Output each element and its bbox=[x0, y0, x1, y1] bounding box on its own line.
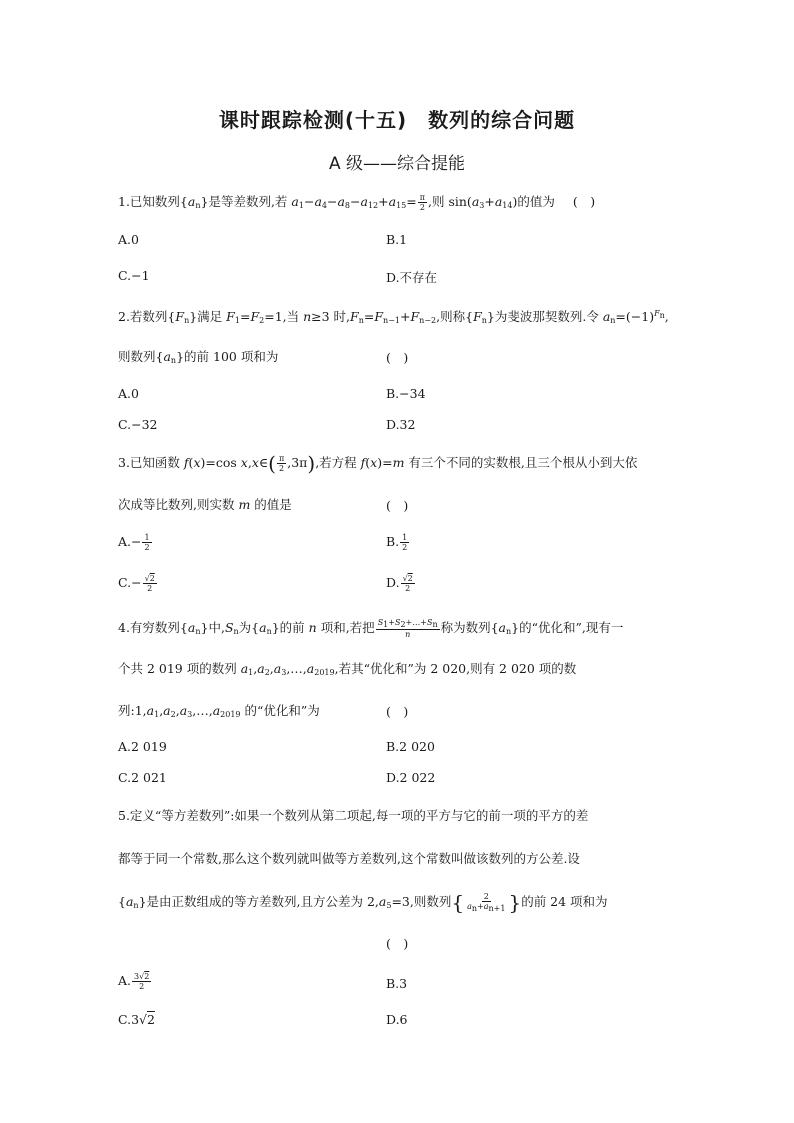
question-4-stem-line-3: 列$:1,a_1,a_2,a_3,\dots,a_{2019}$ 的“优化和”为 bbox=[118, 703, 320, 719]
page-title: 课时跟踪检测(十五) 数列的综合问题 bbox=[218, 108, 576, 132]
question-4-answer-paren: ( ) bbox=[386, 704, 409, 719]
question-3-stem-line-1: 3.已知函数 f(x)=cos x,x∈( $\frac{\pi}{2}$ ,3π),若方程 f(x)=m 有三个不同的实数根,且三个根从小到大依 bbox=[118, 451, 638, 476]
question-2-option-a: A.0 bbox=[118, 386, 139, 401]
question-5-stem-line-1: 5.定义“等方差数列”:如果一个数列从第二项起,每一项的平方与它的前一项的平方的差 bbox=[118, 808, 589, 823]
question-4-stem-line-2: 个共 2 019 项的数列 $a_1,a_2,a_3,\dots,a_{2019}$,若其“优化和”为 2 020,则有 2 020 项的数 bbox=[118, 661, 577, 677]
question-3-option-b: B. $\frac{1}{2}$ bbox=[386, 533, 408, 552]
question-5-stem-line-2: 都等于同一个常数,那么这个数列就叫做等方差数列,这个常数叫做该数列的方公差.设 bbox=[118, 851, 580, 866]
question-5-option-c: C.3√2 bbox=[118, 1012, 155, 1027]
question-2-answer-paren: ( ) bbox=[386, 350, 409, 365]
section-subtitle: A 级——综合提能 bbox=[328, 154, 466, 174]
question-1-option-a: A.0 bbox=[118, 232, 139, 247]
question-4-option-b: B.2 020 bbox=[386, 739, 435, 754]
question-1-answer-paren: ( ) bbox=[572, 194, 596, 209]
question-3-option-d: D. $\frac{√2}{2}$ bbox=[386, 574, 413, 593]
question-4-option-a: A.2 019 bbox=[118, 739, 167, 754]
question-3-stem-line-2: 次成等比数列,则实数 m 的值是 bbox=[118, 497, 292, 512]
question-5-answer-paren: ( ) bbox=[386, 936, 409, 951]
question-1-option-d: D.不存在 bbox=[386, 270, 438, 285]
question-4-stem-line-1: 4.有穷数列$\{a_n\}$中$,S_n$为$\{a_n\}$的前 n 项和,若把 $\frac{S_1+S_2+\dots+S_n}{n}$ 称为数列$\{a_n\}$的“优化和”,现有一 bbox=[118, 618, 624, 639]
question-2-stem-line-2: 则数列$\{a_n\}$的前 100 项和为 bbox=[118, 349, 279, 365]
question-5-option-b: B.3 bbox=[386, 976, 408, 991]
question-2-option-d: D.32 bbox=[386, 417, 416, 432]
question-2-option-c: C.−32 bbox=[118, 417, 158, 432]
question-3-option-a: A.− $\frac{1}{2}$ bbox=[118, 533, 150, 552]
question-1-option-c: C.−1 bbox=[118, 268, 150, 283]
question-2-option-b: B.−34 bbox=[386, 386, 426, 401]
question-2-stem-line-1: 2.若数列$\{F_n\}$满足 $F_1=F_2=1$,当 n≥3 时$,F_n=F_{n-1}+F_{n-2}$,则称$\{F_n\}$为斐波那契数列.令 $a_n=(-1)^{F_n}$, bbox=[118, 309, 669, 326]
question-1-option-b: B.1 bbox=[386, 232, 408, 247]
question-1-stem: 1.已知数列$\{a_n\}$是等差数列,若 $a_1-a_4-a_8-a_{12}+a_{15}=$ $\frac{\pi}{2}$ ,则 $\sin(a_3+a_{14})$的值为 ( ) bbox=[118, 193, 596, 212]
question-5-option-a: A. $\frac{3√2}{2}$ bbox=[118, 972, 150, 991]
question-5-stem-line-3: $\{a_n\}$是由正数组成的等方差数列,且方公差为 $2,a_5=3$,则数列{ $\frac{2}{a_n+a_{n+1}}$ }的前 24 项和为 bbox=[118, 890, 608, 915]
question-4-option-d: D.2 022 bbox=[386, 770, 436, 785]
question-3-option-c: C.− $\frac{√2}{2}$ bbox=[118, 574, 155, 593]
question-5-option-d: D.6 bbox=[386, 1012, 408, 1027]
question-4-option-c: C.2 021 bbox=[118, 770, 167, 785]
question-3-answer-paren: ( ) bbox=[386, 498, 409, 513]
